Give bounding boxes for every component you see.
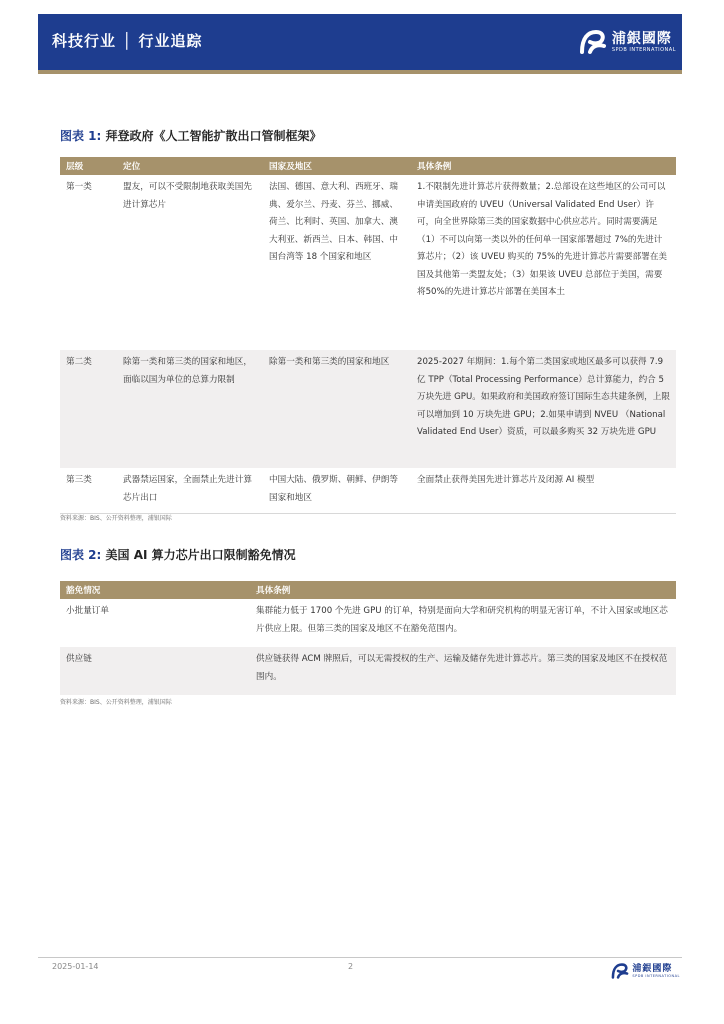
figure2-caption: 美国 AI 算力芯片出口限制豁免情况 xyxy=(105,548,296,562)
column-header: 具体条例 xyxy=(411,157,676,175)
figure1-source: 资料来源：BIS、公开资料整理，浦银国际 xyxy=(60,515,172,522)
table-row xyxy=(60,350,676,468)
header-rule xyxy=(38,70,682,74)
logo-english: SPDB INTERNATIONAL xyxy=(611,46,676,53)
countries-cell: 法国、德国、意大利、西班牙、瑞典、爱尔兰、丹麦、芬兰、挪威、荷兰、比利时、英国、加拿大、澳大利亚、新西兰、日本、韩国、中国台湾等 18 个国家和地区 xyxy=(269,182,398,262)
section-title: 科技行业 │ 行业追踪 xyxy=(52,32,203,50)
table-row xyxy=(60,468,676,514)
column-header: 定位 xyxy=(117,157,263,175)
footer-logo-chinese: 浦銀國際 xyxy=(632,963,673,974)
figure1-table xyxy=(60,157,676,514)
page-number: 2 xyxy=(348,962,354,971)
exemption-rules-cell: 集群能力低于 1700 个先进 GPU 的订单，特别是面向大学和研究机构的明显无害订单，不计入国家或地区芯片供应上限。但第三类的国家及地区不在豁免范围内。 xyxy=(256,606,668,634)
tier-cell: 第一类 xyxy=(66,182,92,192)
figure1-caption: 拜登政府《人工智能扩散出口管制框架》 xyxy=(105,129,322,143)
column-header: 层级 xyxy=(60,157,117,175)
table-row xyxy=(60,175,676,350)
exemption-case-cell: 供应链 xyxy=(60,647,250,695)
logo-chinese: 浦銀國際 xyxy=(611,30,672,47)
column-header: 豁免情况 xyxy=(60,581,250,599)
figure1-label: 图表 1: xyxy=(60,129,102,143)
figure1-title xyxy=(60,127,322,144)
countries-cell: 除第一类和第三类的国家和地区 xyxy=(263,350,411,468)
position-cell: 武器禁运国家，全面禁止先进计算芯片出口 xyxy=(117,468,263,514)
figure2-title xyxy=(60,546,296,563)
tier-cell: 第三类 xyxy=(60,468,117,514)
table-header-row xyxy=(60,581,676,599)
position-cell: 除第一类和第三类的国家和地区，面临以国为单位的总算力限制 xyxy=(117,350,263,468)
exemption-rules-cell: 供应链获得 ACM 牌照后，可以无需授权的生产、运输及储存先进计算芯片。第三类的国家及地区不在授权范围内。 xyxy=(250,647,676,695)
rules-cell: 全面禁止获得美国先进计算芯片及闭源 AI 模型 xyxy=(411,468,676,514)
footer-logo-english: SPDB INTERNATIONAL xyxy=(632,973,680,978)
table-header-row xyxy=(60,157,676,175)
column-header: 具体条例 xyxy=(250,581,676,599)
figure2-table xyxy=(60,581,676,695)
rules-cell: 2025-2027 年期间：1.每个第二类国家或地区最多可以获得 7.9 亿 TPP（Total Processing Performance）总计算能力，约合 5 万块先进 GPU。如果政府和美国政府签订国际生态共建条例，上限可以增加到 10 万块先进 GPU；2.如果申请到 NVEU （National Validated End User）资质，可以最多购买 32 万块先进 GPU xyxy=(411,350,676,468)
footer-logo xyxy=(610,962,680,980)
footer-date: 2025-01-14 xyxy=(52,962,99,971)
brand-logo xyxy=(578,28,676,56)
spdb-logo-icon xyxy=(610,962,630,980)
figure2-source: 资料来源：BIS、公开资料整理，浦银国际 xyxy=(60,699,172,706)
table-row xyxy=(60,599,676,647)
column-header: 国家及地区 xyxy=(263,157,411,175)
spdb-logo-icon xyxy=(578,28,608,56)
rules-cell: 1.不限制先进计算芯片获得数量；2.总部设在这些地区的公司可以申请美国政府的 UVEU（Universal Validated End User）许可，向全世界除第三类的国家数据中心供应芯片。同时需要满足（1）不可以向第一类以外的任何单一国家部署超过 7%的先进计算芯片；（2）该 UVEU 购买的 75%的先进计算芯片需要部署在美国及其他第一类盟友处；（3）如果该 UVEU 总部位于美国，需要将50%的先进计算芯片部署在美国本土 xyxy=(417,182,668,297)
countries-cell: 中国大陆、俄罗斯、朝鲜、伊朗等国家和地区 xyxy=(263,468,411,514)
exemption-case-cell: 小批量订单 xyxy=(66,606,109,616)
table-row xyxy=(60,647,676,695)
footer-rule xyxy=(38,957,682,958)
tier-cell: 第二类 xyxy=(60,350,117,468)
figure2-label: 图表 2: xyxy=(60,548,102,562)
position-cell: 盟友，可以不受限制地获取美国先进计算芯片 xyxy=(123,182,252,210)
